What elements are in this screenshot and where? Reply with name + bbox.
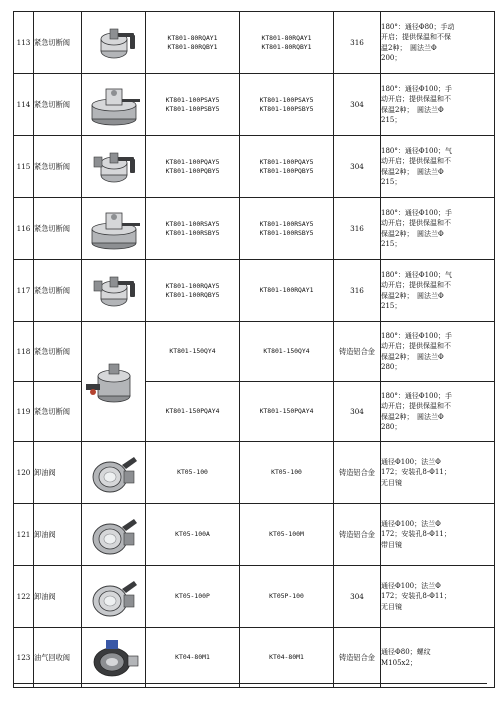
product-name: 卸油阀 xyxy=(34,442,82,504)
model-number-primary xyxy=(146,382,240,442)
model-number-secondary xyxy=(240,322,334,382)
table-row xyxy=(14,566,495,628)
model-number-primary xyxy=(146,628,240,688)
spec-line: 动开启；提供保温和不 xyxy=(381,95,451,103)
item-number: 122 xyxy=(14,566,34,628)
model-number-secondary xyxy=(240,382,334,442)
table-row xyxy=(14,260,495,322)
model-number-secondary xyxy=(240,74,334,136)
spec-line: 保温2种； 圆法兰Φ xyxy=(381,167,444,176)
model-number-secondary xyxy=(240,198,334,260)
spec-line: 172；安装孔8-Φ11； xyxy=(381,592,451,601)
product-name: 紧急切断阀 xyxy=(34,198,82,260)
item-number: 121 xyxy=(14,504,34,566)
spec-line: 通径Φ80；螺纹 xyxy=(381,648,431,656)
spec-line: 动开启；提供保温和不 xyxy=(381,402,451,410)
spec-line: M105x2； xyxy=(381,658,417,667)
spec-line: 180°：通径Φ100；手 xyxy=(381,208,452,217)
material: 316 xyxy=(334,12,381,74)
model-code: KT05P-100 xyxy=(269,592,304,600)
spec-line: 保温2种； 圆法兰Φ xyxy=(381,229,444,238)
specification xyxy=(381,322,495,382)
model-code: KT801-100RSAY5 xyxy=(259,219,314,228)
item-number: 113 xyxy=(14,12,34,74)
product-name: 油气回收阀 xyxy=(34,628,82,688)
valve-pneumatic-icon xyxy=(82,145,145,189)
product-name: 卸油阀 xyxy=(34,566,82,628)
model-code: KT04-80M1 xyxy=(269,653,304,661)
model-code: KT05-100M xyxy=(269,530,304,538)
valve-flanged-icon xyxy=(82,83,145,127)
spec-line: 保温2种； 圆法兰Φ xyxy=(381,352,444,361)
table-row xyxy=(14,12,495,74)
spec-line: 180°：通径Φ100；手 xyxy=(381,391,452,400)
spec-line: 通径Φ100；法兰Φ xyxy=(381,581,441,590)
spec-line: 215； xyxy=(381,178,402,186)
table-row xyxy=(14,136,495,198)
model-code: KT801-80RQAY1 xyxy=(167,33,218,42)
item-number: 119 xyxy=(14,382,34,442)
item-number: 118 xyxy=(14,322,34,382)
specification xyxy=(381,260,495,322)
model-code: KT801-150QY4 xyxy=(169,347,216,355)
product-name: 紧急切断阀 xyxy=(34,322,82,382)
table-row xyxy=(14,74,495,136)
material: 304 xyxy=(334,382,381,442)
model-number-primary xyxy=(146,136,240,198)
model-code: KT801-100PSBY5 xyxy=(259,104,314,113)
model-code: KT801-80RQBY1 xyxy=(167,42,218,51)
product-image-cell xyxy=(82,74,146,136)
model-number-secondary xyxy=(240,566,334,628)
spec-line: 保温2种； 圆法兰Φ xyxy=(381,412,444,421)
spec-line: 动开启；提供保温和不 xyxy=(381,157,451,165)
item-number: 114 xyxy=(14,74,34,136)
model-code: KT801-150PQAY4 xyxy=(165,407,220,415)
spec-line: 通径Φ100；法兰Φ xyxy=(381,519,441,528)
model-code: KT801-150PQAY4 xyxy=(259,407,314,415)
material: 铸造铝合金 xyxy=(334,322,381,382)
table-row xyxy=(14,322,495,382)
spec-line: 200； xyxy=(381,54,402,62)
product-name: 紧急切断阀 xyxy=(34,260,82,322)
spec-line: 172；安装孔8-Φ11； xyxy=(381,530,451,539)
specification xyxy=(381,198,495,260)
model-number-secondary xyxy=(240,136,334,198)
model-code: KT801-100PQAY5 xyxy=(259,157,314,166)
table-row xyxy=(14,504,495,566)
spec-line: 215； xyxy=(381,302,402,310)
product-image-cell xyxy=(82,322,146,442)
spec-line: 215； xyxy=(381,116,402,124)
material: 304 xyxy=(334,74,381,136)
model-code: KT801-100PSBY5 xyxy=(165,104,220,113)
model-code: KT801-100RSBY5 xyxy=(259,228,314,237)
spec-line: 通径Φ100；法兰Φ xyxy=(381,457,441,466)
table-row xyxy=(14,442,495,504)
product-name: 紧急切断阀 xyxy=(34,136,82,198)
material: 铸造铝合金 xyxy=(334,504,381,566)
material: 316 xyxy=(334,260,381,322)
product-name: 紧急切断阀 xyxy=(34,74,82,136)
model-code: KT05-100P xyxy=(175,592,210,600)
model-number-primary xyxy=(146,442,240,504)
model-code: KT801-80RQAY1 xyxy=(261,33,312,42)
product-image-cell xyxy=(82,442,146,504)
model-number-secondary xyxy=(240,628,334,688)
model-code: KT801-100RQAY5 xyxy=(165,281,220,290)
spec-line: 动开启；提供保温和不 xyxy=(381,342,451,350)
item-number: 115 xyxy=(14,136,34,198)
product-image-cell xyxy=(82,566,146,628)
product-name: 卸油阀 xyxy=(34,504,82,566)
model-code: KT801-100RSAY5 xyxy=(165,219,220,228)
model-code: KT801-100RQAY1 xyxy=(259,286,314,294)
model-code: KT05-100 xyxy=(177,468,208,476)
product-table xyxy=(13,11,495,688)
spec-line: 180°：通径Φ100；手 xyxy=(381,331,452,340)
material: 316 xyxy=(334,198,381,260)
spec-line: 无目镜 xyxy=(381,602,402,611)
spec-line: 保温2种； 圆法兰Φ xyxy=(381,291,444,300)
spec-line: 172；安装孔8-Φ11； xyxy=(381,468,451,477)
unloading-valve-icon xyxy=(82,513,145,557)
specification xyxy=(381,628,495,688)
model-number-secondary xyxy=(240,12,334,74)
spec-line: 动开启；提供保温和不 xyxy=(381,219,451,227)
material: 304 xyxy=(334,566,381,628)
material: 304 xyxy=(334,136,381,198)
spec-line: 温2种； 圆法兰Φ xyxy=(381,43,437,52)
model-code: KT05-100 xyxy=(271,468,302,476)
model-number-primary xyxy=(146,504,240,566)
model-code: KT05-100A xyxy=(175,530,210,538)
spec-line: 280； xyxy=(381,363,402,371)
product-name: 紧急切断阀 xyxy=(34,12,82,74)
specification xyxy=(381,566,495,628)
product-image-cell xyxy=(82,136,146,198)
vapor-recovery-valve-icon xyxy=(82,636,145,680)
specification xyxy=(381,382,495,442)
model-code: KT801-100RSBY5 xyxy=(165,228,220,237)
model-code: KT801-150QY4 xyxy=(263,347,310,355)
model-code: KT801-100PQBY5 xyxy=(165,166,220,175)
product-name: 紧急切断阀 xyxy=(34,382,82,442)
spec-line: 180°：通径Φ100；气 xyxy=(381,270,452,279)
model-number-primary xyxy=(146,260,240,322)
product-catalog-sheet xyxy=(13,11,487,688)
spec-line: 带目镜 xyxy=(381,540,402,549)
table-row xyxy=(14,628,495,688)
model-number-primary xyxy=(146,198,240,260)
valve-cast-large-icon xyxy=(82,360,145,404)
model-number-secondary xyxy=(240,442,334,504)
specification xyxy=(381,136,495,198)
spec-line: 280； xyxy=(381,423,402,431)
model-number-primary xyxy=(146,322,240,382)
model-code: KT04-80M1 xyxy=(175,653,210,661)
model-code: KT801-100RQBY5 xyxy=(165,290,220,299)
item-number: 123 xyxy=(14,628,34,688)
item-number: 117 xyxy=(14,260,34,322)
unloading-valve-icon xyxy=(82,451,145,495)
valve-lever-icon xyxy=(82,21,145,65)
product-image-cell xyxy=(82,504,146,566)
page-bottom-rule xyxy=(13,683,487,687)
model-code: KT801-100PQBY5 xyxy=(259,166,314,175)
spec-line: 无目镜 xyxy=(381,478,402,487)
model-number-secondary xyxy=(240,260,334,322)
spec-line: 动开启；提供保温和不 xyxy=(381,281,451,289)
item-number: 116 xyxy=(14,198,34,260)
product-image-cell xyxy=(82,628,146,688)
model-code: KT801-80RQBY1 xyxy=(261,42,312,51)
spec-line: 180°：通径Φ100；手 xyxy=(381,84,452,93)
model-code: KT801-100PSAY5 xyxy=(165,95,220,104)
model-code: KT801-100PQAY5 xyxy=(165,157,220,166)
model-number-secondary xyxy=(240,504,334,566)
model-number-primary xyxy=(146,12,240,74)
spec-line: 180°：通径Φ80；手动 xyxy=(381,22,455,31)
product-image-cell xyxy=(82,260,146,322)
specification xyxy=(381,12,495,74)
specification xyxy=(381,442,495,504)
table-row xyxy=(14,198,495,260)
item-number: 120 xyxy=(14,442,34,504)
material: 铸造铝合金 xyxy=(334,442,381,504)
specification xyxy=(381,74,495,136)
product-image-cell xyxy=(82,198,146,260)
spec-line: 开启；提供保温和不保 xyxy=(381,33,451,41)
spec-line: 保温2种； 圆法兰Φ xyxy=(381,105,444,114)
valve-pneumatic-icon xyxy=(82,269,145,313)
specification xyxy=(381,504,495,566)
spec-line: 215； xyxy=(381,240,402,248)
model-code: KT801-100PSAY5 xyxy=(259,95,314,104)
unloading-valve-steel-icon xyxy=(82,575,145,619)
spec-line: 180°：通径Φ100；气 xyxy=(381,146,452,155)
model-number-primary xyxy=(146,566,240,628)
product-image-cell xyxy=(82,12,146,74)
material: 铸造铝合金 xyxy=(334,628,381,688)
model-number-primary xyxy=(146,74,240,136)
valve-flanged-icon xyxy=(82,207,145,251)
